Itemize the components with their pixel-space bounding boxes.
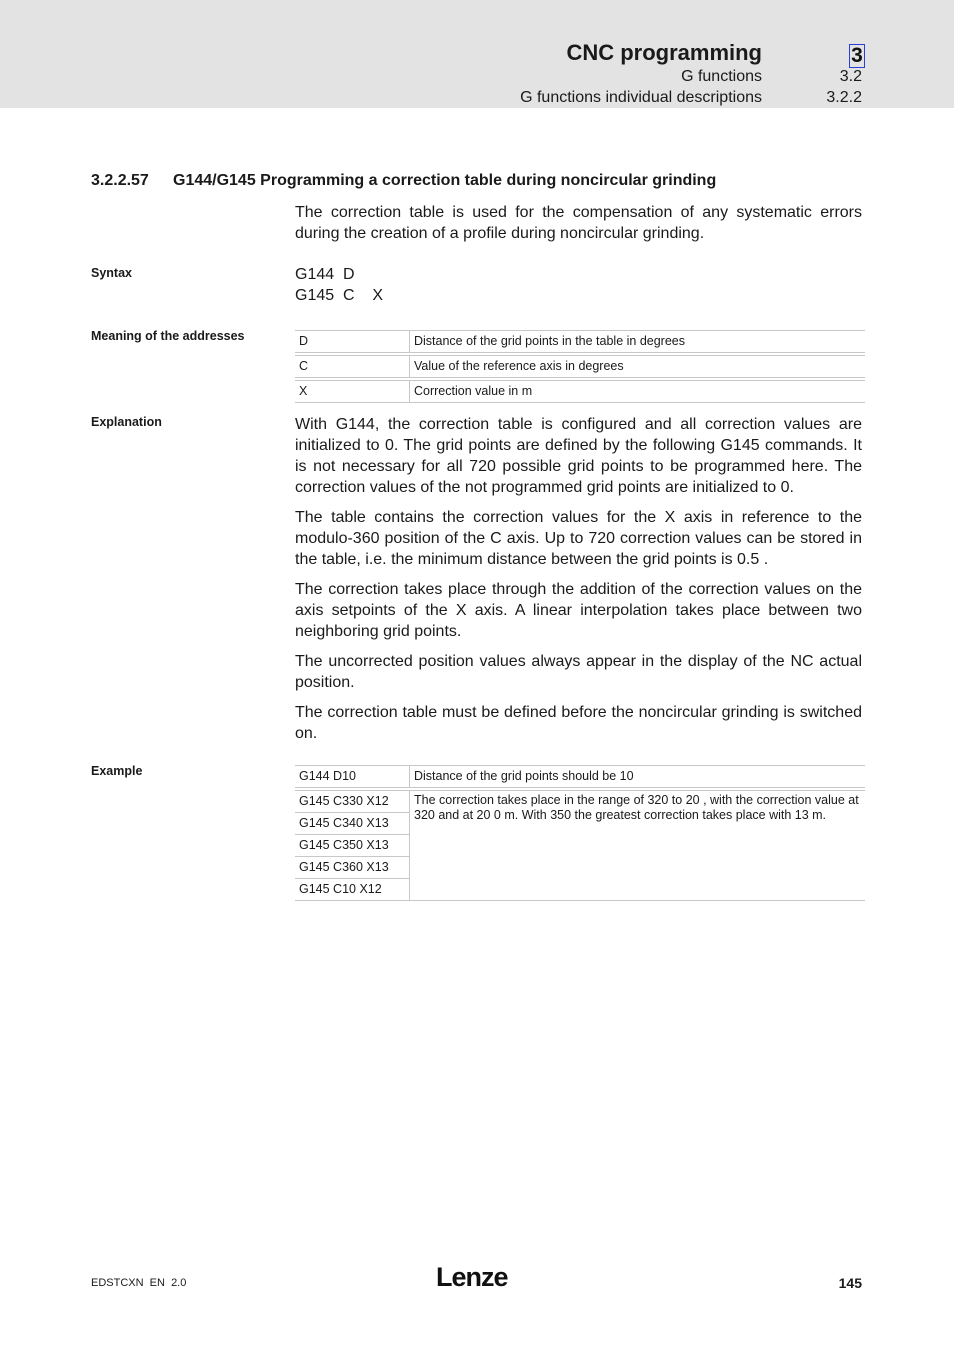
example-code: G145 C340 X13 bbox=[295, 813, 410, 835]
explanation-paragraph: The table contains the correction values for the X axis in reference to the modulo-360 position of the C axis. Up to 720 correction values can be stored in the table, i.e. the minimum distance between the grid points is 0.5 . bbox=[295, 509, 862, 568]
subsection-label: G functions individual descriptions bbox=[520, 89, 762, 106]
table-row bbox=[295, 331, 865, 353]
explanation-paragraph: With G144, the correction table is configured and all correction values are initialized to 0. The grid points are defined by the following G145 commands. It is not necessary for all 720 possible grid points to be programmed here. The correction values of the not programmed grid points are initialized to 0. bbox=[295, 416, 862, 496]
intro-paragraph bbox=[295, 202, 862, 253]
section-heading-number: 3.2.2.57 bbox=[91, 172, 149, 189]
table-row bbox=[295, 381, 865, 403]
table-row bbox=[295, 766, 865, 788]
page-number: 145 bbox=[838, 1275, 862, 1291]
example-table bbox=[295, 765, 865, 901]
lenze-logo: Lenze bbox=[436, 1262, 508, 1292]
example-code: G145 C360 X13 bbox=[295, 857, 410, 879]
example-code: G145 C330 X12 bbox=[295, 791, 410, 813]
address-meaning: Correction value in m bbox=[410, 381, 866, 403]
explanation-label: Explanation bbox=[91, 415, 162, 429]
table-row bbox=[295, 791, 865, 813]
syntax-line-g145: G145 C X bbox=[295, 287, 384, 304]
example-merged-description: The correction takes place in the range of 320 to 20 , with the correction value at 320 and at 20 0 m. With 350 the greatest correction takes place with 13 m. bbox=[410, 791, 866, 901]
example-description: Distance of the grid points should be 10 bbox=[410, 766, 866, 788]
addresses-label: Meaning of the addresses bbox=[91, 329, 245, 343]
chapter-number-box[interactable]: 3 bbox=[849, 44, 865, 68]
address-key: D bbox=[295, 331, 410, 353]
intro-text: The correction table is used for the compensation of any systematic errors during the creation of a profile during noncircular grinding. bbox=[295, 204, 862, 242]
section-label: G functions bbox=[681, 68, 762, 85]
example-label: Example bbox=[91, 764, 143, 778]
explanation-block bbox=[295, 414, 862, 753]
subsection-number: 3.2.2 bbox=[826, 89, 862, 106]
addresses-table bbox=[295, 330, 865, 403]
address-meaning: Value of the reference axis in degrees bbox=[410, 356, 866, 378]
explanation-paragraph: The correction takes place through the addition of the correction values on the axis setpoints of the X axis. A linear interpolation takes place between two neighboring grid points. bbox=[295, 581, 862, 640]
chapter-title: CNC programming bbox=[566, 40, 762, 65]
table-row bbox=[295, 356, 865, 378]
example-code: G145 C10 X12 bbox=[295, 879, 410, 901]
address-meaning: Distance of the grid points in the table in degrees bbox=[410, 331, 866, 353]
section-heading bbox=[91, 172, 716, 190]
explanation-paragraph: The uncorrected position values always appear in the display of the NC actual position. bbox=[295, 653, 862, 691]
document-id: EDSTCXN EN 2.0 bbox=[91, 1277, 187, 1289]
syntax-line-g144: G144 D bbox=[295, 266, 355, 283]
section-heading-title: G144/G145 Programming a correction table during noncircular grinding bbox=[173, 172, 717, 189]
header-band bbox=[0, 0, 954, 108]
address-key: X bbox=[295, 381, 410, 403]
syntax-label: Syntax bbox=[91, 266, 132, 280]
example-code: G144 D10 bbox=[295, 766, 410, 788]
example-code: G145 C350 X13 bbox=[295, 835, 410, 857]
section-number: 3.2 bbox=[839, 68, 862, 85]
explanation-paragraph: The correction table must be defined before the noncircular grinding is switched on. bbox=[295, 704, 862, 742]
syntax-block bbox=[295, 264, 862, 306]
address-key: C bbox=[295, 356, 410, 378]
